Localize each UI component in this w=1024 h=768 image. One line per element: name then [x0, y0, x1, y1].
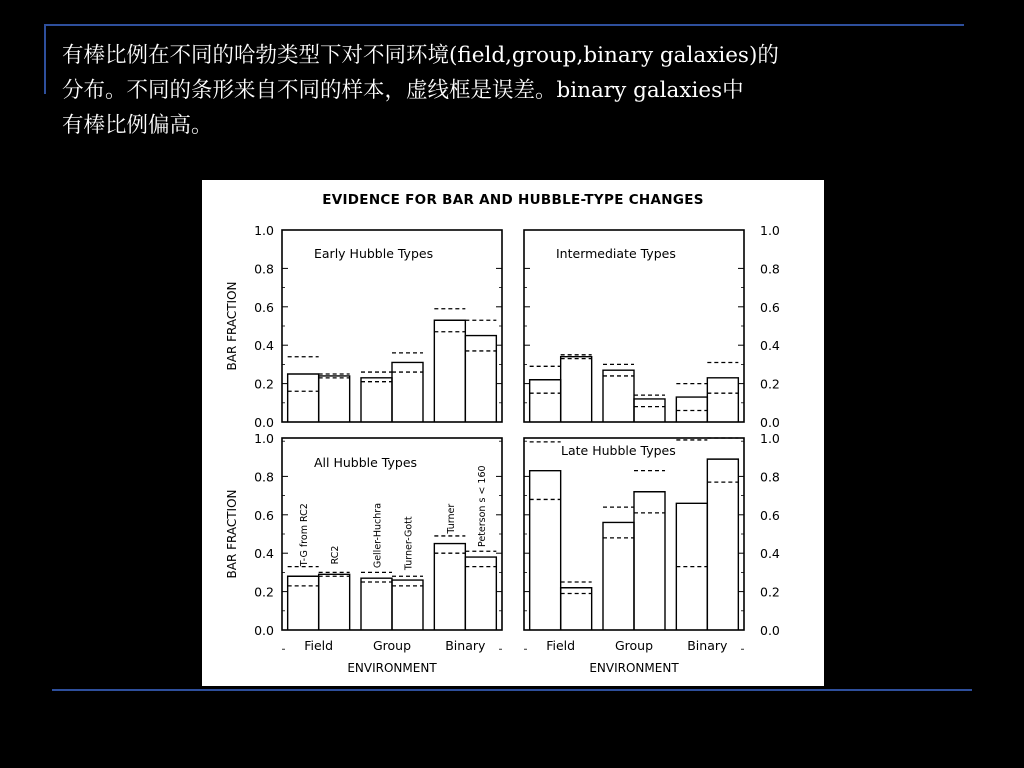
y-tick-label-left: 0.8: [254, 469, 274, 485]
y-tick-label-right: 0.6: [760, 299, 780, 315]
panel-title: Late Hubble Types: [561, 443, 676, 458]
y-tick-label-right: 1.0: [760, 223, 780, 238]
bar-sample-label: RC2: [330, 545, 342, 565]
bar: [676, 397, 707, 422]
x-group-label: Group: [372, 638, 412, 653]
bar: [434, 544, 465, 630]
figure-title: EVIDENCE FOR BAR AND HUBBLE-TYPE CHANGES: [322, 192, 704, 208]
panel-title: Early Hubble Types: [314, 246, 434, 261]
bar: [634, 399, 665, 422]
bar-sample-label: Turner: [445, 503, 457, 534]
y-tick-label-right: 0.4: [760, 338, 780, 354]
bottom-rule: [52, 689, 972, 691]
panel-bottom-right: [524, 438, 744, 649]
panels: [282, 230, 744, 649]
bar: [288, 576, 319, 630]
y-tick-label-right: 1.0: [760, 431, 780, 446]
bar: [707, 459, 738, 630]
bar-sample-label: Turner-Gott: [403, 516, 415, 571]
y-tick-label-right: 0.2: [760, 584, 780, 600]
bar: [707, 378, 738, 422]
x-axis-label: ENVIRONMENT: [347, 661, 437, 675]
panel-bottom-left: [282, 438, 502, 649]
bar: [603, 522, 634, 630]
top-rule: [44, 24, 964, 26]
y-tick-label-right: 0.0: [760, 623, 780, 638]
x-group-label: Field: [304, 638, 334, 653]
bar: [319, 376, 350, 422]
left-rule: [44, 24, 46, 94]
panel-top-left: [282, 230, 502, 441]
y-tick-label-left: 0.6: [254, 507, 274, 523]
x-group-label: Binary: [687, 638, 728, 653]
bar: [603, 370, 634, 422]
panel-top-right: [524, 230, 744, 441]
y-tick-label-left: 0.2: [254, 584, 274, 600]
bar: [319, 574, 350, 630]
bar: [392, 580, 423, 630]
y-tick-label-right: 0.8: [760, 469, 780, 485]
y-tick-label-right: 0.8: [760, 261, 780, 277]
y-tick-label-left: 0.2: [254, 376, 274, 392]
bar: [434, 320, 465, 422]
bar: [465, 336, 496, 422]
bar: [530, 380, 561, 422]
bar-fraction-figure: [202, 180, 824, 686]
y-axis-label-top: BAR FRACTION: [225, 281, 239, 371]
x-axis-label: ENVIRONMENT: [589, 661, 679, 675]
x-group-label: Group: [614, 638, 654, 653]
y-tick-label-left: 0.0: [254, 415, 274, 430]
bar-sample-label: T-G from RC2: [299, 503, 311, 567]
y-tick-label-right: 0.4: [760, 546, 780, 562]
panel-title: All Hubble Types: [314, 455, 418, 470]
x-group-label: Binary: [445, 638, 486, 653]
y-tick-label-left: 0.4: [254, 546, 274, 562]
bar: [561, 357, 592, 422]
x-group-label: Field: [546, 638, 576, 653]
y-tick-label-left: 1.0: [254, 223, 274, 238]
bar: [530, 471, 561, 630]
bar: [465, 557, 496, 630]
bar-sample-label: Peterson s < 160: [476, 465, 488, 548]
y-tick-label-left: 0.6: [254, 299, 274, 315]
panel-title: Intermediate Types: [556, 246, 676, 261]
y-tick-label-right: 0.2: [760, 376, 780, 392]
figure-svg: [202, 180, 824, 686]
y-tick-label-right: 0.0: [760, 415, 780, 430]
y-tick-label-left: 0.0: [254, 623, 274, 638]
bar-sample-label: Geller-Huchra: [372, 502, 384, 569]
y-tick-label-left: 0.8: [254, 261, 274, 277]
y-tick-label-right: 0.6: [760, 507, 780, 523]
y-tick-label-left: 0.4: [254, 338, 274, 354]
bar: [288, 374, 319, 422]
bar: [392, 362, 423, 422]
slide-caption: 有棒比例在不同的哈勃类型下对不同环境(field,group,binary galaxies)的 分布。不同的条形来自不同的样本，虚线框是误差。binary galaxies中 有棒比例偏高。: [62, 43, 779, 138]
y-tick-label-left: 1.0: [254, 431, 274, 446]
bar: [361, 378, 392, 422]
bar: [361, 578, 392, 630]
y-axis-label-bottom: BAR FRACTION: [225, 489, 239, 579]
